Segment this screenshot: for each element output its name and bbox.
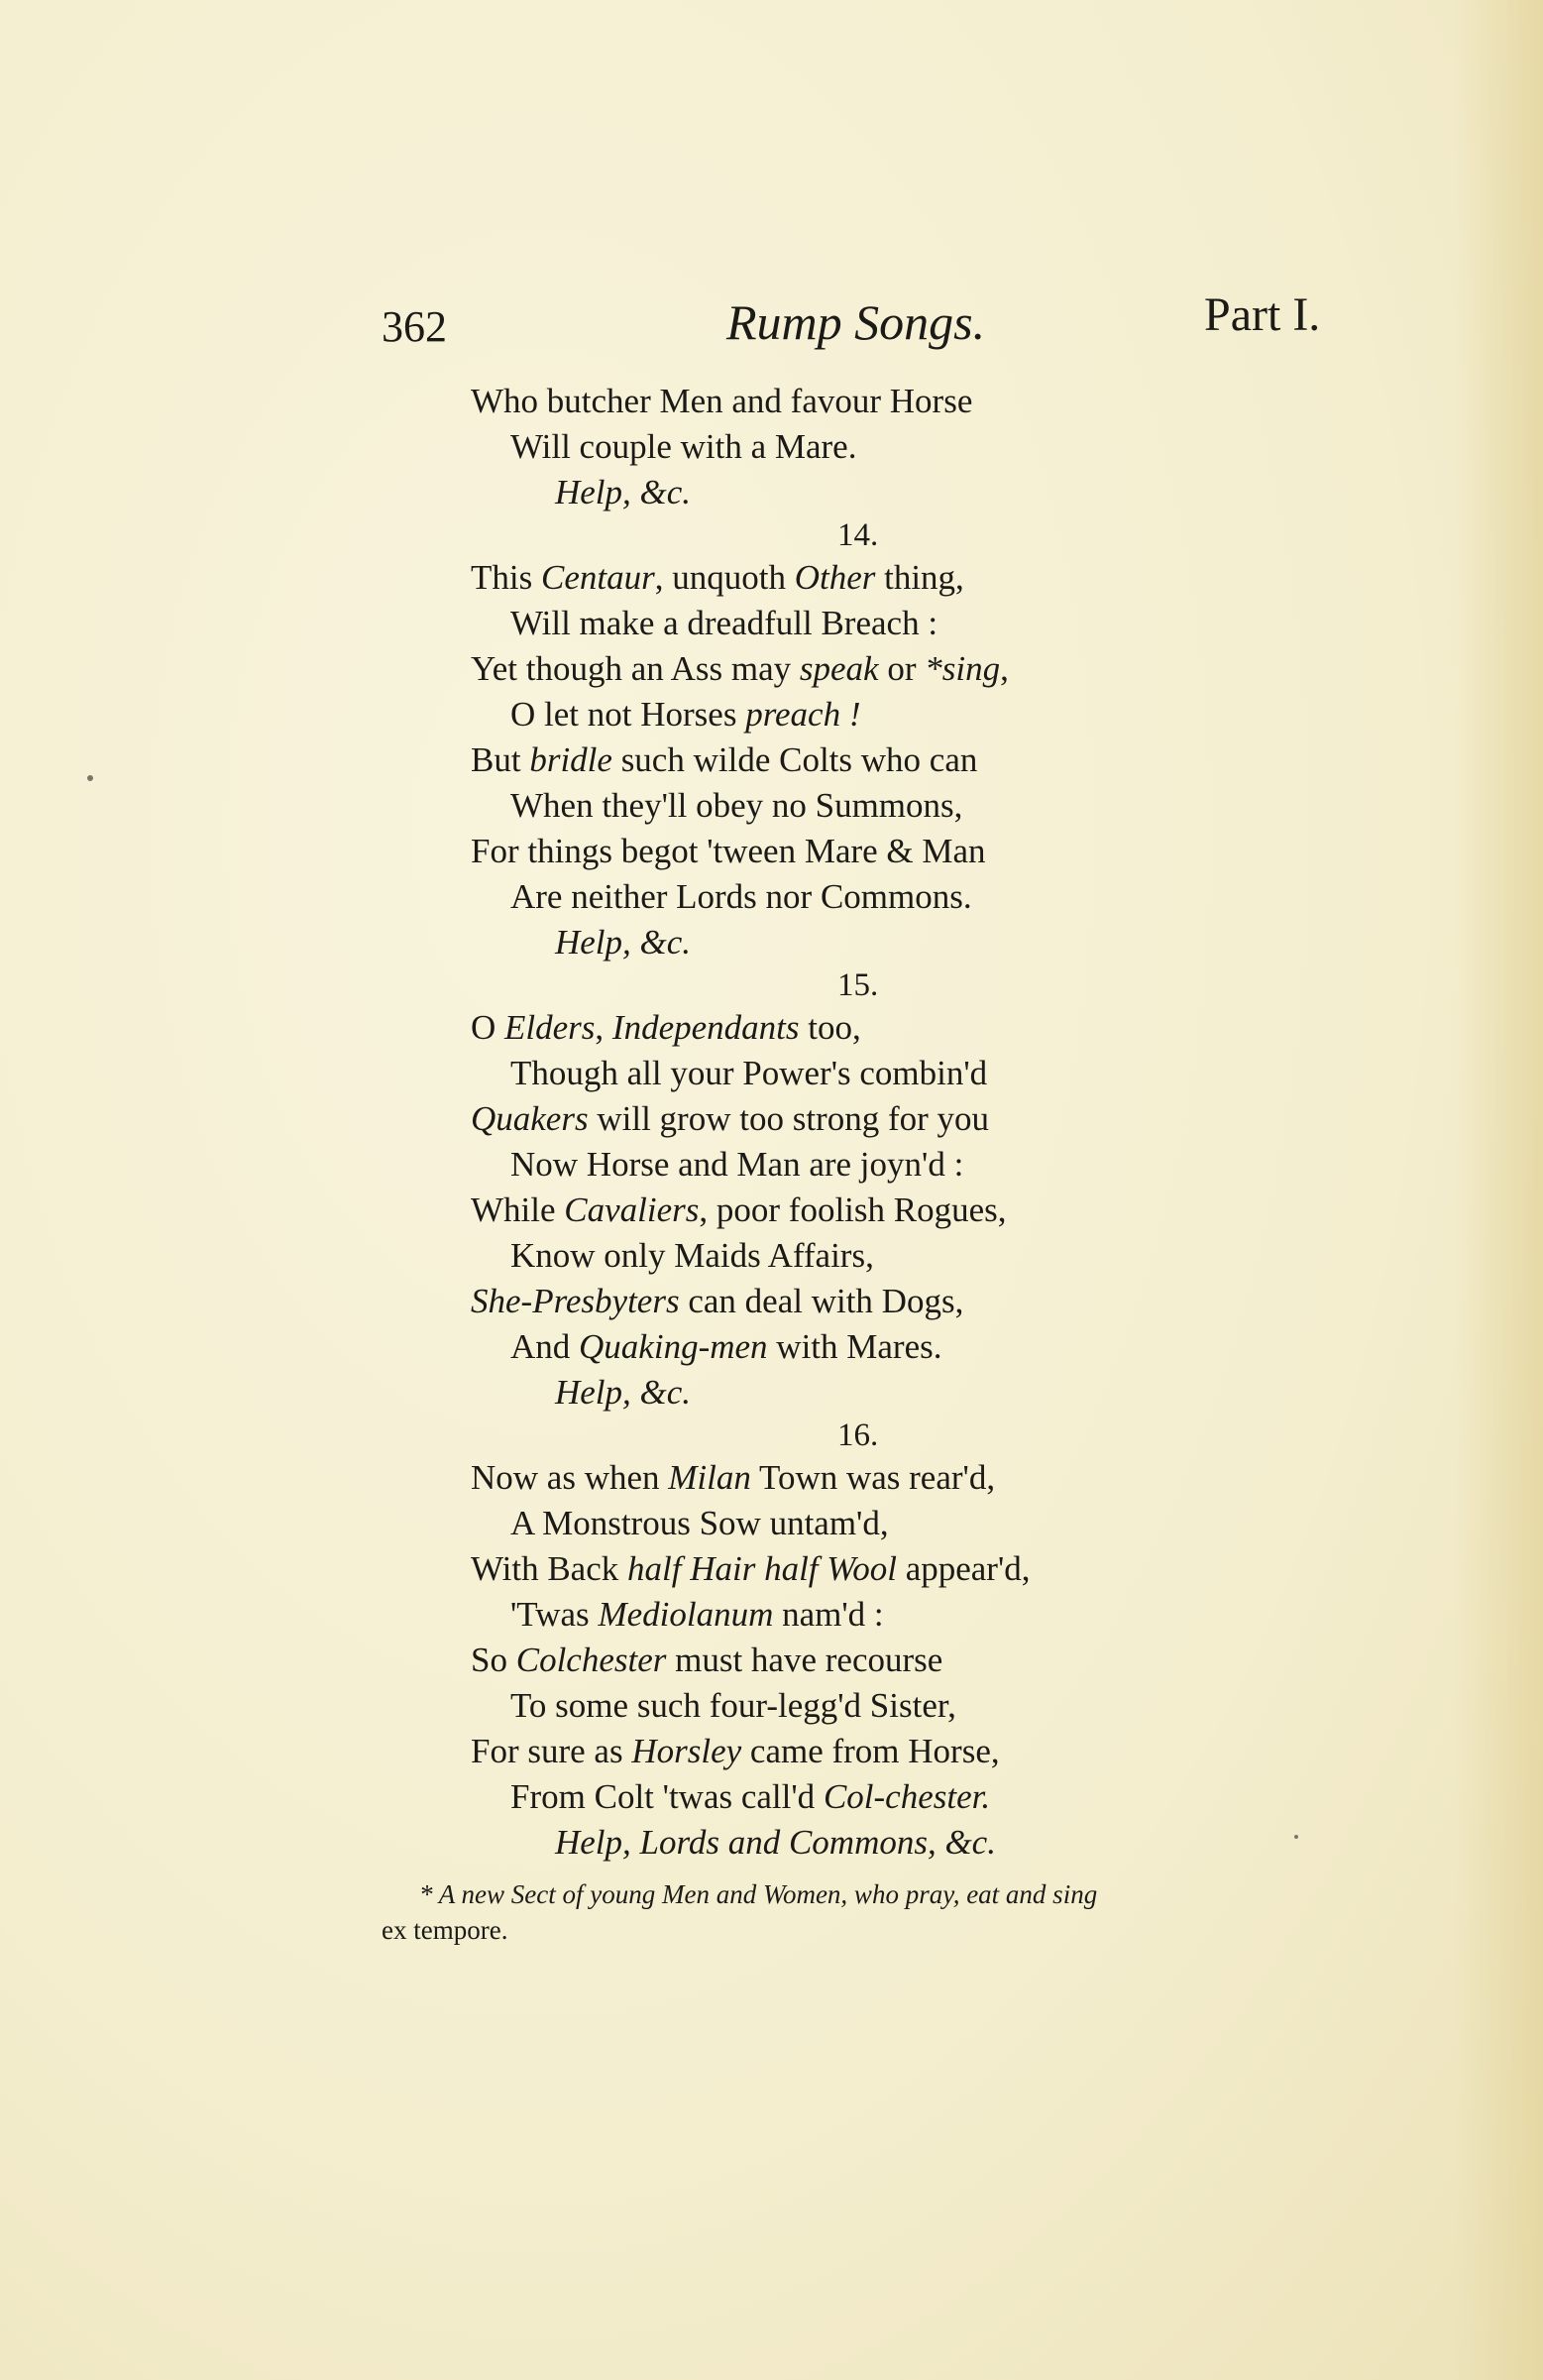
verse-text: with Mares. bbox=[767, 1327, 942, 1366]
italic-text: Other bbox=[794, 558, 876, 597]
stanza-number: 15. bbox=[837, 967, 879, 1003]
verse-line bbox=[471, 1279, 1333, 1324]
verse-line bbox=[471, 1546, 1333, 1592]
verse-line: For things begot 'tween Mare & Man bbox=[471, 832, 986, 870]
italic-text: bridle bbox=[529, 740, 612, 779]
verse-line bbox=[471, 737, 1333, 783]
verse-text: , unquoth bbox=[654, 558, 795, 597]
stanza-number: 14. bbox=[837, 517, 879, 553]
verse-text: But bbox=[471, 740, 530, 779]
verse-line bbox=[471, 646, 1333, 692]
verse-text: can deal with Dogs, bbox=[679, 1282, 964, 1320]
verse-line: To some such four-legg'd Sister, bbox=[510, 1686, 956, 1725]
italic-text: half Hair half Wool bbox=[627, 1549, 897, 1588]
italic-text: Col-chester. bbox=[823, 1777, 991, 1816]
verse-line: Will make a dreadfull Breach : bbox=[510, 604, 938, 642]
verse-text: For sure as bbox=[471, 1732, 632, 1770]
verse-line: Now Horse and Man are joyn'd : bbox=[510, 1145, 964, 1184]
italic-text: *sing bbox=[925, 649, 1001, 688]
verse-line bbox=[471, 1188, 1333, 1233]
footnote-line: ex tempore. bbox=[382, 1915, 508, 1945]
page-number: 362 bbox=[382, 302, 447, 351]
verse-text: too, bbox=[799, 1008, 861, 1047]
verse-line: Will couple with a Mare. bbox=[510, 427, 857, 466]
italic-text: Help, &c. bbox=[555, 1373, 692, 1412]
verse-line: Are neither Lords nor Commons. bbox=[510, 877, 972, 916]
running-title: Rump Songs. bbox=[726, 294, 986, 350]
verse-text: came from Horse, bbox=[741, 1732, 1000, 1770]
ink-speck bbox=[87, 775, 93, 781]
verse-text: appear'd, bbox=[896, 1549, 1031, 1588]
verse-text: will grow too strong for you bbox=[588, 1099, 990, 1138]
verse-text: or bbox=[878, 649, 926, 688]
verse-text: , bbox=[595, 1008, 612, 1047]
verse-text: Yet though an Ass may bbox=[471, 649, 800, 688]
italic-text: She-Presbyters bbox=[471, 1282, 680, 1320]
verse-text: And bbox=[510, 1327, 580, 1366]
verse-line bbox=[471, 692, 1333, 737]
footnote bbox=[382, 1876, 1353, 1948]
verse-line bbox=[471, 1324, 1333, 1370]
italic-text: Milan bbox=[668, 1458, 751, 1497]
verse-text: O let not Horses bbox=[510, 695, 746, 734]
verse-line bbox=[471, 1370, 1333, 1416]
part-label: Part I. bbox=[1204, 288, 1321, 341]
running-header bbox=[382, 287, 1358, 367]
verse-text: With Back bbox=[471, 1549, 627, 1588]
italic-text: Quakers bbox=[471, 1099, 589, 1138]
verse-text: While bbox=[471, 1190, 565, 1229]
verse-text: Now as when bbox=[471, 1458, 669, 1497]
page-edge-shading bbox=[1454, 0, 1543, 2380]
verse-text: nam'd : bbox=[773, 1595, 884, 1634]
italic-text: Elders bbox=[504, 1008, 596, 1047]
italic-text: Horsley bbox=[631, 1732, 742, 1770]
verse-line bbox=[471, 1455, 1333, 1501]
verse-line bbox=[471, 920, 1333, 965]
italic-text: Help, Lords and Commons, &c. bbox=[555, 1823, 996, 1862]
italic-text: preach ! bbox=[745, 695, 861, 734]
verse-line bbox=[471, 1096, 1333, 1142]
verse-text: This bbox=[471, 558, 541, 597]
verse-text: Town was rear'd, bbox=[750, 1458, 996, 1497]
verse-text: O bbox=[471, 1008, 505, 1047]
italic-text: Mediolanum bbox=[598, 1595, 774, 1634]
verse-text: , poor foolish Rogues, bbox=[699, 1190, 1007, 1229]
verse-text: must have recourse bbox=[666, 1641, 943, 1679]
verse-line: Know only Maids Affairs, bbox=[510, 1236, 874, 1275]
verse-text: , bbox=[1000, 649, 1009, 688]
italic-text: Independants bbox=[611, 1008, 800, 1047]
verse-text: such wilde Colts who can bbox=[611, 740, 978, 779]
poem-body bbox=[471, 379, 1333, 1866]
italic-text: Help, &c. bbox=[555, 923, 692, 962]
italic-text: Colchester bbox=[515, 1641, 667, 1679]
verse-text: So bbox=[471, 1641, 516, 1679]
verse-text: 'Twas bbox=[510, 1595, 599, 1634]
verse-line: When they'll obey no Summons, bbox=[510, 786, 963, 825]
verse-line bbox=[471, 1005, 1333, 1051]
italic-text: speak bbox=[799, 649, 879, 688]
verse-line bbox=[471, 1592, 1333, 1638]
verse-line: Who butcher Men and favour Horse bbox=[471, 382, 973, 420]
verse-text: thing, bbox=[875, 558, 964, 597]
italic-text: Help, &c. bbox=[555, 473, 692, 511]
italic-text: Quaking-men bbox=[579, 1327, 768, 1366]
italic-text: Centaur bbox=[540, 558, 655, 597]
verse-line bbox=[471, 1638, 1333, 1683]
verse-line bbox=[471, 1729, 1333, 1774]
verse-text: From Colt 'twas call'd bbox=[510, 1777, 824, 1816]
verse-line bbox=[471, 470, 1333, 515]
verse-line bbox=[471, 555, 1333, 601]
verse-line: Though all your Power's combin'd bbox=[510, 1054, 988, 1092]
verse-line: A Monstrous Sow untam'd, bbox=[510, 1504, 889, 1542]
verse-line bbox=[471, 1774, 1333, 1820]
ink-speck bbox=[1294, 1835, 1298, 1839]
verse-line bbox=[471, 1820, 1333, 1866]
stanza-number: 16. bbox=[837, 1417, 879, 1453]
footnote-line: * A new Sect of young Men and Women, who pray, eat and sing bbox=[419, 1879, 1098, 1909]
italic-text: Cavaliers bbox=[564, 1190, 700, 1229]
